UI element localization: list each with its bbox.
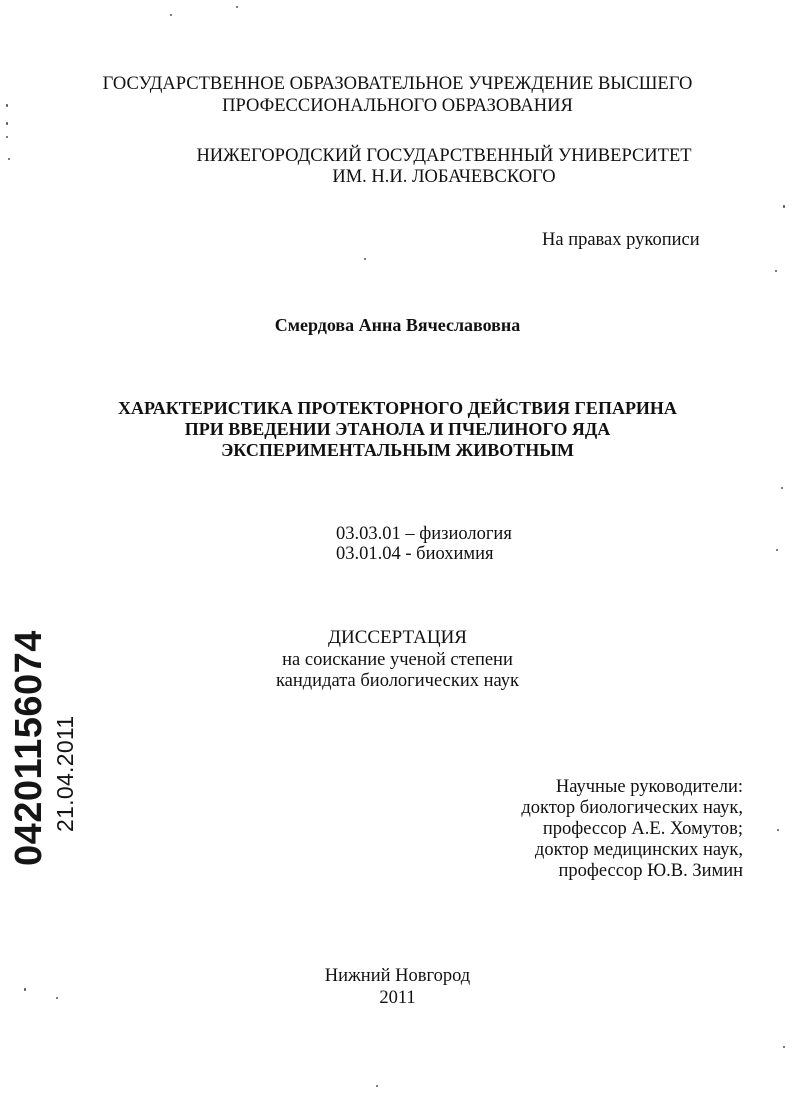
- institution-line-1: ГОСУДАРСТВЕННОЕ ОБРАЗОВАТЕЛЬНОЕ УЧРЕЖДЕНИЕ ВЫСШЕГО: [102, 74, 693, 94]
- scan-speck: [776, 549, 778, 551]
- title-line-1: ХАРАКТЕРИСТИКА ПРОТЕКТОРНОГО ДЕЙСТВИЯ ГЕПАРИНА: [118, 398, 677, 418]
- scan-speck: [6, 122, 8, 125]
- supervisor-2-name: профессор Ю.В. Зимин: [558, 861, 743, 881]
- scan-speck: [24, 988, 26, 991]
- scan-speck: [170, 14, 172, 16]
- scan-speck: [56, 997, 58, 999]
- scan-speck: [783, 205, 785, 208]
- scan-speck: [376, 1085, 378, 1087]
- title-line-3: ЭКСПЕРИМЕНТАЛЬНЫМ ЖИВОТНЫМ: [221, 440, 574, 460]
- scan-speck: [783, 1046, 785, 1048]
- author-name: Смердова Анна Вячеславовна: [274, 315, 521, 335]
- scan-speck: [6, 104, 8, 107]
- dissertation-heading: ДИССЕРТАЦИЯ: [328, 627, 467, 648]
- library-stamp-date: 21.04.2011: [52, 715, 78, 832]
- specialty-physiology: 03.03.01 – физиология: [336, 524, 512, 544]
- university-line-1: НИЖЕГОРОДСКИЙ ГОСУДАРСТВЕННЫЙ УНИВЕРСИТЕТ: [196, 146, 692, 166]
- supervisor-2-degree: доктор медицинских наук,: [534, 840, 743, 860]
- scan-speck: [236, 6, 238, 8]
- scan-speck: [364, 258, 366, 260]
- institution-line-2: ПРОФЕССИОНАЛЬНОГО ОБРАЗОВАНИЯ: [222, 96, 573, 116]
- footer-city: Нижний Новгород: [324, 966, 471, 986]
- library-stamp-number: 04201156074: [8, 630, 50, 866]
- supervisor-1-name: профессор А.Е. Хомутов;: [542, 819, 743, 839]
- specialty-biochemistry: 03.01.04 - биохимия: [336, 544, 494, 564]
- footer-year: 2011: [379, 988, 416, 1008]
- supervisors-heading: Научные руководители:: [555, 777, 743, 797]
- scan-speck: [6, 136, 8, 138]
- university-line-2: ИМ. Н.И. ЛОБАЧЕВСКОГО: [332, 167, 556, 187]
- scan-speck: [8, 158, 10, 160]
- scan-speck: [781, 487, 783, 489]
- manuscript-note: На правах рукописи: [542, 230, 700, 250]
- supervisor-1-degree: доктор биологических наук,: [521, 798, 743, 818]
- scan-speck: [777, 829, 779, 831]
- dissertation-degree-line-2: кандидата биологических наук: [275, 671, 520, 691]
- scan-speck: [775, 270, 777, 272]
- dissertation-degree-line-1: на соискание ученой степени: [282, 650, 513, 670]
- title-line-2: ПРИ ВВЕДЕНИИ ЭТАНОЛА И ПЧЕЛИНОГО ЯДА: [184, 419, 611, 439]
